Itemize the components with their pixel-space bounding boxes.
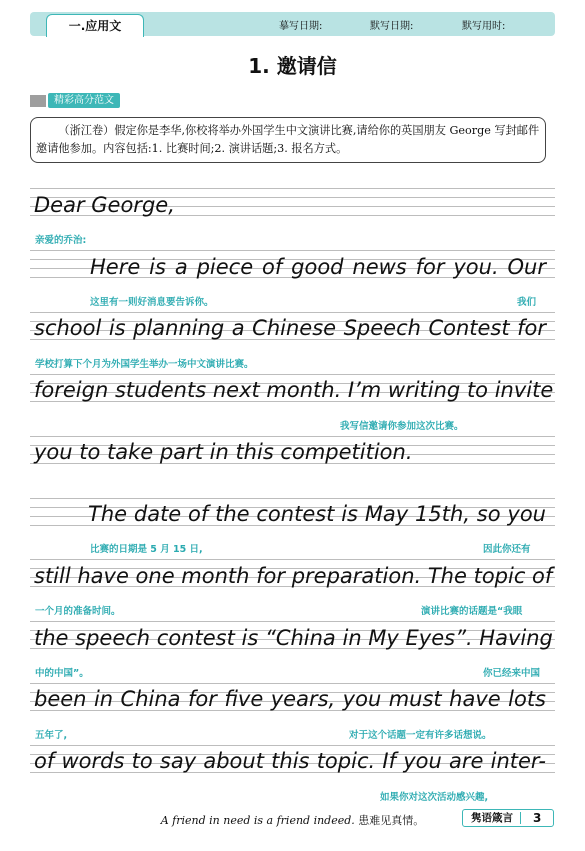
guide-line <box>30 436 555 437</box>
essay-line: of words to say about this topic. If you are inter- <box>34 749 546 773</box>
page-number: 3 <box>533 811 542 825</box>
guide-line <box>30 188 555 189</box>
translation-text: 这里有一则好消息要告诉你。 <box>90 297 214 308</box>
translation-text: 如果你对这次活动感兴趣, <box>380 792 489 803</box>
translation-text: 五年了, <box>35 730 68 741</box>
guide-line <box>30 250 555 251</box>
translation-text: 对于这个话题一定有许多话想说。 <box>349 730 492 741</box>
translation-text: 一个月的准备时间。 <box>35 606 121 617</box>
guide-line <box>30 621 555 622</box>
time-used-field: 默写用时: <box>462 21 506 32</box>
essay-line: been in China for five years, you must have lots <box>34 687 546 711</box>
essay-line: the speech contest is “China in My Eyes”. Having <box>34 626 553 650</box>
translation-text: 你已经来中国 <box>483 668 541 679</box>
translation-text: 因此你还有 <box>483 544 531 555</box>
translation-text: 亲爱的乔治: <box>35 235 87 246</box>
section-tab: 一.应用文 <box>46 14 144 37</box>
essay-line: foreign students next month. I’m writing to invite <box>34 378 554 402</box>
guide-line <box>30 683 555 684</box>
page-title: 1. 邀请信 <box>248 54 337 78</box>
essay-line: Dear George, <box>34 193 175 217</box>
quote-english: A friend in need is a friend indeed. <box>160 814 355 827</box>
model-essay-tag: 精彩高分范文 <box>48 93 120 108</box>
essay-line: The date of the contest is May 15th, so you <box>88 502 546 526</box>
translation-text: 比赛的日期是 5 月 15 日, <box>90 544 203 555</box>
copy-date-field: 摹写日期: <box>279 21 323 32</box>
footer-section-label: 隽语箴言 <box>471 812 513 824</box>
translation-text: 我写信邀请你参加这次比赛。 <box>340 421 464 432</box>
footer-section-box <box>462 809 554 827</box>
prompt-text: 假定你是李华,你校将举办外国学生中文演讲比赛,请给你的英国朋友 George 写封邮件邀请他参加。内容包括:1. 比赛时间;2. 演讲话题;3. 报名方式。 <box>36 124 540 155</box>
translation-text: 中的中国”。 <box>35 668 89 679</box>
guide-line <box>30 498 555 499</box>
essay-line: school is planning a Chinese Speech Contest for <box>34 316 546 340</box>
translation-text: 演讲比赛的话题是“我眼 <box>421 606 523 617</box>
guide-line <box>30 559 555 560</box>
footer-divider <box>520 812 521 824</box>
guide-line <box>30 374 555 375</box>
guide-line <box>30 312 555 313</box>
quote-chinese: 患难见真情。 <box>358 814 425 827</box>
prompt-box <box>30 117 546 163</box>
essay-line: Here is a piece of good news for you. Our <box>90 255 546 279</box>
dictation-date-field: 默写日期: <box>370 21 414 32</box>
essay-line: still have one month for preparation. The topic of <box>34 564 553 588</box>
tag-marker <box>30 95 46 107</box>
translation-text: 学校打算下个月为外国学生举办一场中文演讲比赛。 <box>35 359 254 370</box>
prompt-source: （浙江卷） <box>58 124 115 137</box>
essay-line: you to take part in this competition. <box>34 440 413 464</box>
guide-line <box>30 745 555 746</box>
translation-text: 我们 <box>517 297 537 308</box>
